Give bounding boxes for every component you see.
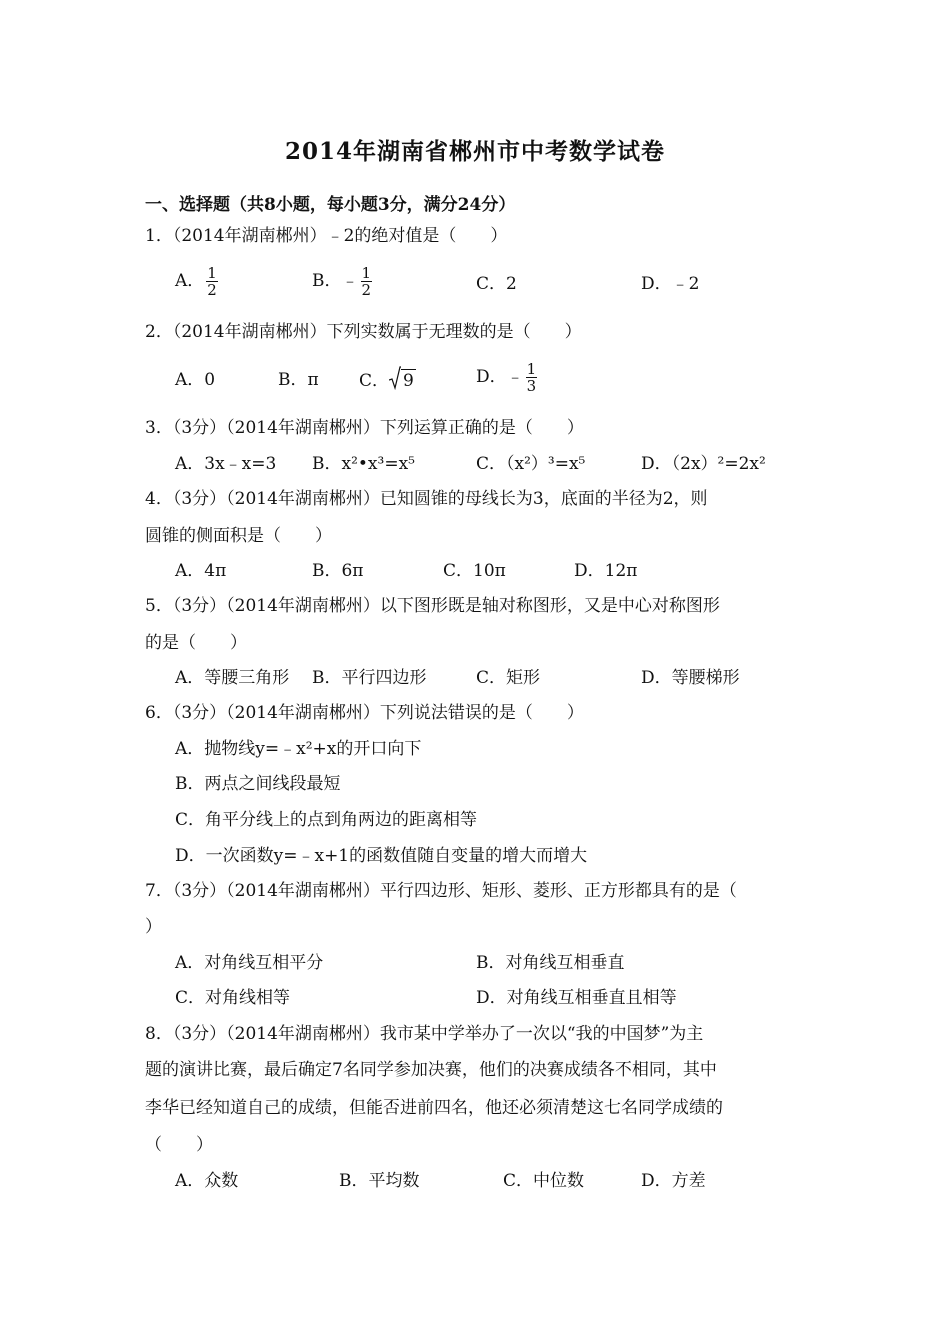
question-1-option-b [312,265,374,298]
radicand: 9 [403,371,414,391]
fraction [206,265,218,298]
fraction-numerator: 1 [526,360,537,378]
question-4-option-c: C．10π [443,561,506,581]
question-3-option-a: A．3x﹣x=3 [175,454,277,474]
question-7-stem-line-2: ） [145,917,162,937]
question-5-option-a: A．等腰三角形 [175,668,290,688]
question-1-stem: 1．（2014年湖南郴州）﹣2的绝对值是（ ） [145,226,508,246]
option-label: C． [359,371,390,391]
question-3-stem: 3．（3分）（2014年湖南郴州）下列运算正确的是（ ） [145,418,584,438]
question-7-stem-line-1: 7．（3分）（2014年湖南郴州）平行四边形、矩形、菱形、正方形都具有的是（ [145,881,737,901]
question-4-option-b: B．6π [312,561,364,581]
question-5-stem-line-1: 5．（3分）（2014年湖南郴州）以下图形既是轴对称图形，又是中心对称图形 [145,596,720,616]
question-6-option-a: A．抛物线y=﹣x²+x的开口向下 [175,739,422,759]
question-4-option-d: D．12π [574,561,638,581]
question-7-option-a: A．对角线互相平分 [175,953,324,973]
question-8-option-d: D．方差 [641,1171,706,1191]
question-4-stem-line-1: 4．（3分）（2014年湖南郴州）已知圆锥的母线长为3，底面的半径为2，则 [145,489,708,509]
question-5-option-b: B．平行四边形 [312,668,427,688]
question-1-option-d: D．﹣2 [641,274,700,294]
option-label: B．﹣ [312,271,359,291]
question-2-stem: 2．（2014年湖南郴州）下列实数属于无理数的是（ ） [145,322,582,342]
section-heading: 一、选择题（共8小题，每小题3分，满分24分） [145,195,516,215]
question-2-option-c [359,369,416,392]
question-5-option-c: C．矩形 [476,668,541,688]
square-root [389,369,416,392]
question-5-stem-line-2: 的是（ ） [145,633,247,653]
question-2-option-a: A．0 [175,370,216,390]
question-8-option-a: A．众数 [175,1171,239,1191]
question-6-option-b: B．两点之间线段最短 [175,774,341,794]
page-title: 2014年湖南省郴州市中考数学试卷 [284,138,665,165]
question-8-option-c: C．中位数 [503,1171,585,1191]
fraction-denominator: 2 [207,281,217,299]
fraction-denominator: 2 [361,281,372,299]
radical-sign-icon [389,366,401,390]
fraction-numerator: 1 [207,264,217,282]
question-4-option-a: A．4π [175,561,227,581]
question-7-option-c: C．对角线相等 [175,988,291,1008]
option-label: D．﹣ [476,367,524,387]
option-label: A． [175,271,205,291]
question-4-stem-line-2: 圆锥的侧面积是（ ） [145,526,332,546]
question-8-stem-line-1: 8．（3分）（2014年湖南郴州）我市某中学举办了一次以“我的中国梦”为主 [145,1024,704,1044]
question-1-option-c: C．2 [476,274,517,294]
fraction-numerator: 1 [361,264,372,282]
question-3-option-c: C．（x²）³=x⁵ [476,454,586,474]
question-8-stem-line-2: 题的演讲比赛，最后确定7名同学参加决赛，他们的决赛成绩各不相同，其中 [145,1060,717,1080]
question-5-option-d: D．等腰梯形 [641,668,740,688]
question-7-option-b: B．对角线互相垂直 [476,953,625,973]
question-8-option-b: B．平均数 [339,1171,420,1191]
fraction [361,265,373,298]
question-8-stem-line-4: （ ） [145,1135,213,1155]
question-8-stem-line-3: 李华已经知道自己的成绩，但能否进前四名，他还必须清楚这七名同学成绩的 [145,1098,723,1118]
question-6-stem: 6．（3分）（2014年湖南郴州）下列说法错误的是（ ） [145,703,584,723]
question-7-option-d: D．对角线互相垂直且相等 [476,988,677,1008]
question-2-option-d [476,361,539,394]
question-3-option-d: D．（2x）²=2x² [641,454,766,474]
fraction [526,361,538,394]
question-6-option-d: D．一次函数y=﹣x+1的函数值随自变量的增大而增大 [175,846,588,866]
fraction-denominator: 3 [526,377,537,395]
question-2-option-b: B．π [278,370,319,390]
question-6-option-c: C．角平分线上的点到角两边的距离相等 [175,810,478,830]
question-3-option-b: B．x²•x³=x⁵ [312,454,415,474]
question-1-option-a [175,265,220,298]
